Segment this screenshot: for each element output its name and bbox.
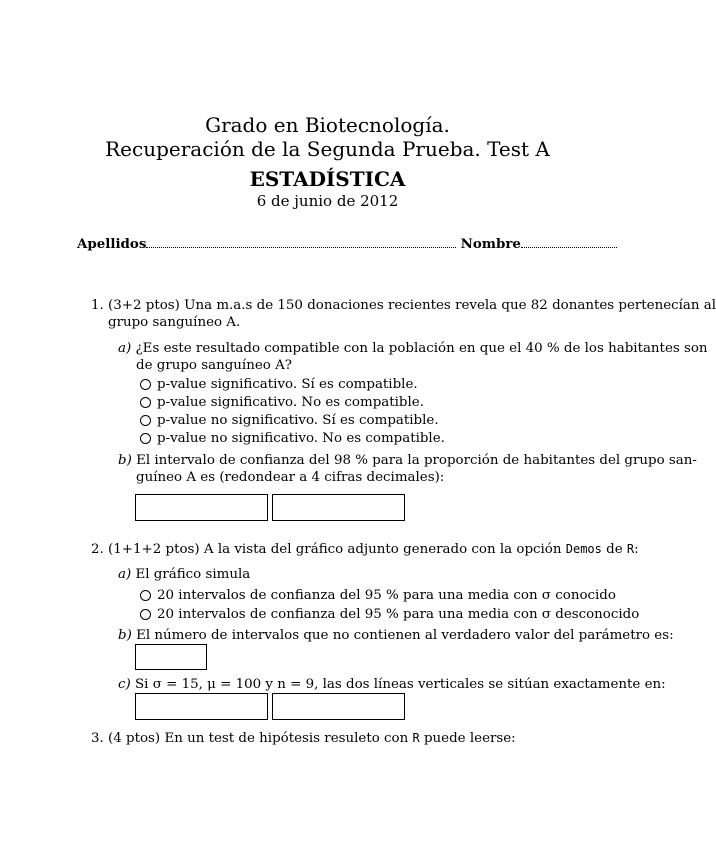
radio-icon[interactable] [140,590,151,601]
q2-code-demos: Demos [565,542,602,556]
q3-points: (4 ptos) [108,731,161,746]
radio-icon[interactable] [140,397,151,408]
q1a-line2: de grupo sanguíneo A? [136,358,292,373]
student-form-line [77,236,617,253]
q2b-line [118,627,674,644]
q1b-answer-box-lower[interactable] [135,494,268,521]
name-label: Nombre [460,236,521,252]
q1-statement-line2: grupo sanguíneo A. [108,315,241,330]
surname-field[interactable] [146,237,456,248]
q2a-option-1[interactable]: 20 intervalos de confianza del 95 % para una media con σ conocido [140,587,616,604]
q2-text: A la vista del gráfico adjunto generado con la opción [203,542,562,557]
radio-icon[interactable] [140,433,151,444]
q2c-answer-box-right[interactable] [272,693,405,720]
q1b-line2: guíneo A es (redondear a 4 cifras decimales): [136,470,445,485]
q1b-answer-box-upper[interactable] [272,494,405,521]
q2-number: 2. [91,542,104,557]
q2-statement: 2. (1+1+2 ptos) A la vista del gráfico adjunto generado con la opción Demos de R: [91,542,639,557]
exam-date: 6 de junio de 2012 [256,192,399,210]
q2c-answer-box-left[interactable] [135,693,268,720]
q1-text: Una m.a.s de 150 donaciones recientes revela que 82 donantes pertenecían al [184,298,716,313]
q2c-text: Si σ = 15, μ = 100 y n = 9, las dos líneas verticales se sitúan exactamente en: [135,677,666,692]
radio-icon[interactable] [140,609,151,620]
q2a-label: a) [118,567,132,582]
q2a-text: El gráfico simula [135,567,251,582]
q1-statement-line1 [91,297,716,314]
q3-text: En un test de hipótesis resuleto con [164,731,409,746]
radio-icon[interactable] [140,415,151,426]
q3-statement: 3. (4 ptos) En un test de hipótesis resuleto con R puede leerse: [91,731,516,746]
title-line-2: Recuperación de la Segunda Prueba. Test A [105,137,550,161]
q1a-option-4[interactable]: p-value no significativo. No es compatible. [140,430,445,447]
q2c-line [118,676,666,693]
name-field[interactable] [521,237,617,248]
q1-points: (3+2 ptos) [108,298,180,313]
q2-points: (1+1+2 ptos) [108,542,200,557]
q2b-text: El número de intervalos que no contienen al verdadero valor del parámetro es: [136,628,674,643]
q1a-line1 [118,340,708,357]
q1a-label: a) [118,341,132,356]
q3-number: 3. [91,731,104,746]
q2c-label: c) [118,677,131,692]
q3-code-r: R [412,731,420,745]
q2b-label: b) [118,628,132,643]
q2a-line [118,566,250,583]
q1a-text: ¿Es este resultado compatible con la población en que el 40 % de los habitantes son [135,341,708,356]
q1b-label: b) [118,453,132,468]
q1b-text: El intervalo de confianza del 98 % para la proporción de habitantes del grupo san- [136,453,697,468]
q1-number: 1. [91,298,104,313]
radio-icon[interactable] [140,379,151,390]
q2a-option-2[interactable]: 20 intervalos de confianza del 95 % para una media con σ desconocido [140,606,639,623]
title-line-1: Grado en Biotecnología. [205,113,450,137]
q1a-option-3[interactable]: p-value no significativo. Sí es compatible. [140,412,439,429]
q1b-line1 [118,452,697,469]
subject-title: ESTADÍSTICA [249,167,406,191]
q2b-answer-box[interactable] [135,644,207,670]
q2-code-r: R [626,542,635,556]
q1a-option-1[interactable]: p-value significativo. Sí es compatible. [140,376,418,393]
q1a-option-2[interactable]: p-value significativo. No es compatible. [140,394,424,411]
surname-label: Apellidos [77,236,147,252]
